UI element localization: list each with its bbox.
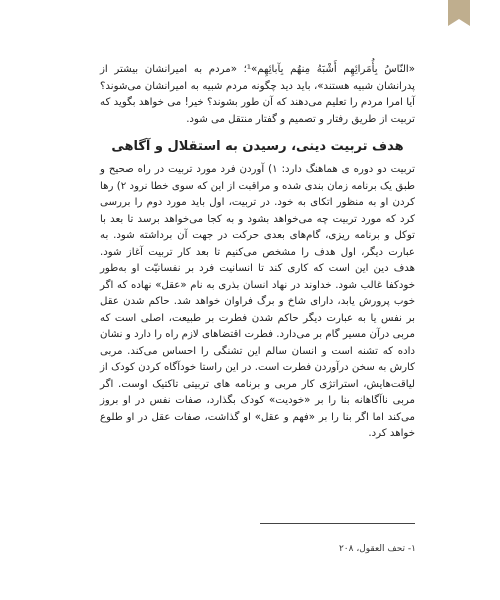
paragraph-intro: «النّاسُ بِأُمَرائِهِم أَشْبَهُ مِنهُم بِآبائِهِم»¹؛ «مردم به امیرانشان بیشتر از پدرانشان شبیه هستند»، باید دید چگونه مردم شبیه به امیرانشان می‌شوند؟ آیا امرا مردم را تعلیم می‌دهند که آن طور بشوند؟ خیر! می خواهد بگوید که تربیت از طریق رفتار و تصمیم و گفتار منتقل می شود.: [100, 64, 415, 125]
paragraph-main: تربیت دو دوره ی هماهنگ دارد: ۱) آوردن فرد مورد تربیت در راه صحیح و طبق یک برنامه زمان بندی شده و مراقبت از این که سوی خطا نرود ۲) رها کردن او به منظور اتکای به خود. در تربیت، اول باید مورد دوم را بررسی کرد که مورد تربیت چه می‌خواهد بشود و به کجا می‌خواهد برسد تا بعد با توکل و برنامه ریزی، گام‌های بعدی حرکت در جهت آن برداشته شود. به عبارت دیگر، اول هدف را مشخص می‌کنیم تا بعد کار تربیت آغاز شود. هدف دین این است که کاری کند تا انسانیت فرد بر نفسانیّت او به‌طور خودکفا غالب شود. خداوند در نهاد انسان بذری به نام «عقل» نهاده که اگر خوب پرورش یابد، دارای شاخ و برگ فراوان خواهد شد. حاکم شدن عقل بر نفس یا به عبارت دیگر حاکم شدن فطرت بر طبیعت، اصلی است که مربی درآن مسیر گام بر می‌دارد. فطرت اقتضاهای لازم راه را دارد و نشان داده که تشنه است و انسان سالم این تشنگی را احساس می‌کند. مربی کارش به سخن درآوردن فطرت است. در این راستا خودآگاه کردن کودک از لیاقت‌هایش، استراتژی کار مربی و برنامه های تربیتی تاکتیک اوست. اگر مربی ناآگاهانه بنا را بر «خودیت» کودک بگذارد، صفات نفس در او بروز می‌کند اما اگر بنا را بر «فهم و عقل» او گذاشت، صفات عقل در او طلوع خواهد کرد.: [100, 164, 416, 439]
footnote: ۱- تحف العقول، ۲۰۸: [338, 544, 416, 554]
bookmark-icon: [448, 0, 470, 26]
section-heading: هدف تربیت دینی، رسیدن به استقلال و آگاهی: [111, 139, 404, 154]
page-body: [100, 62, 415, 443]
footnote-divider: [260, 523, 415, 524]
